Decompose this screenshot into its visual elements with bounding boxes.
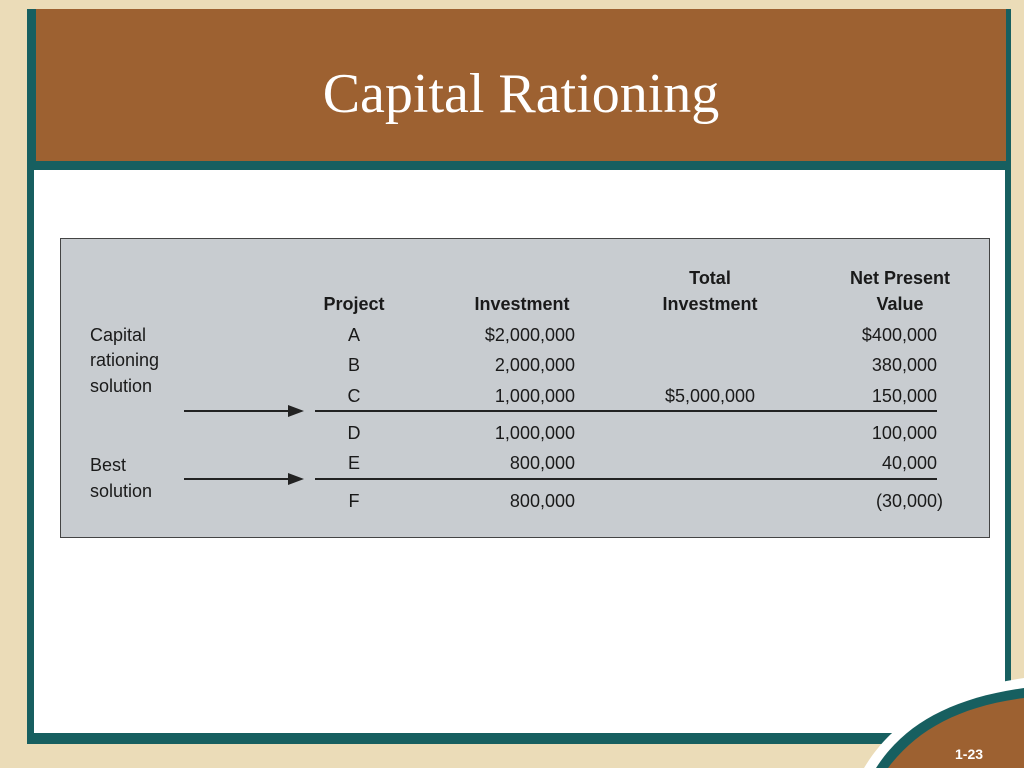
- row-d-npv: 100,000: [871, 423, 937, 443]
- label-best-line1: Best: [90, 455, 127, 475]
- row-e-npv: 40,000: [881, 453, 937, 473]
- row-e-project: E: [347, 453, 360, 473]
- row-c-npv: 150,000: [871, 386, 937, 406]
- header-total-line2: Investment: [662, 294, 758, 314]
- label-best-line2: solution: [90, 481, 153, 501]
- row-e-investment: 800,000: [509, 453, 575, 473]
- row-a-npv: $400,000: [861, 325, 937, 345]
- header-total-line1: Total: [689, 268, 731, 288]
- best-solution-divider: [315, 478, 937, 480]
- capital-rationing-arrow-line: [184, 410, 289, 412]
- row-f-npv: (30,000): [875, 491, 943, 511]
- row-b-investment: 2,000,000: [494, 355, 575, 375]
- row-d-project: D: [347, 423, 361, 443]
- row-a-investment: $2,000,000: [484, 325, 575, 345]
- capital-rationing-divider: [315, 410, 937, 412]
- slide-number: 1-23: [955, 746, 984, 762]
- row-f-investment: 800,000: [509, 491, 575, 511]
- row-c-total: $5,000,000: [664, 386, 756, 406]
- row-b-npv: 380,000: [871, 355, 937, 375]
- best-solution-arrow-icon: [288, 473, 304, 485]
- slide-title: Capital Rationing: [322, 63, 720, 125]
- label-capital-line3: solution: [90, 376, 153, 396]
- best-solution-arrow-line: [184, 478, 289, 480]
- row-f-project: F: [348, 491, 360, 511]
- header-npv-line2: Value: [876, 294, 924, 314]
- capital-rationing-arrow-icon: [288, 405, 304, 417]
- row-c-investment: 1,000,000: [494, 386, 575, 406]
- header-npv-line1: Net Present: [849, 268, 951, 288]
- row-c-project: C: [347, 386, 361, 406]
- header-project: Project: [323, 294, 385, 314]
- row-d-investment: 1,000,000: [494, 423, 575, 443]
- row-a-project: A: [347, 325, 360, 345]
- header-investment: Investment: [474, 294, 570, 314]
- row-b-project: B: [347, 355, 360, 375]
- label-capital-line1: Capital: [90, 325, 147, 345]
- label-capital-line2: rationing: [90, 350, 160, 370]
- corner-decoration: [864, 678, 1024, 768]
